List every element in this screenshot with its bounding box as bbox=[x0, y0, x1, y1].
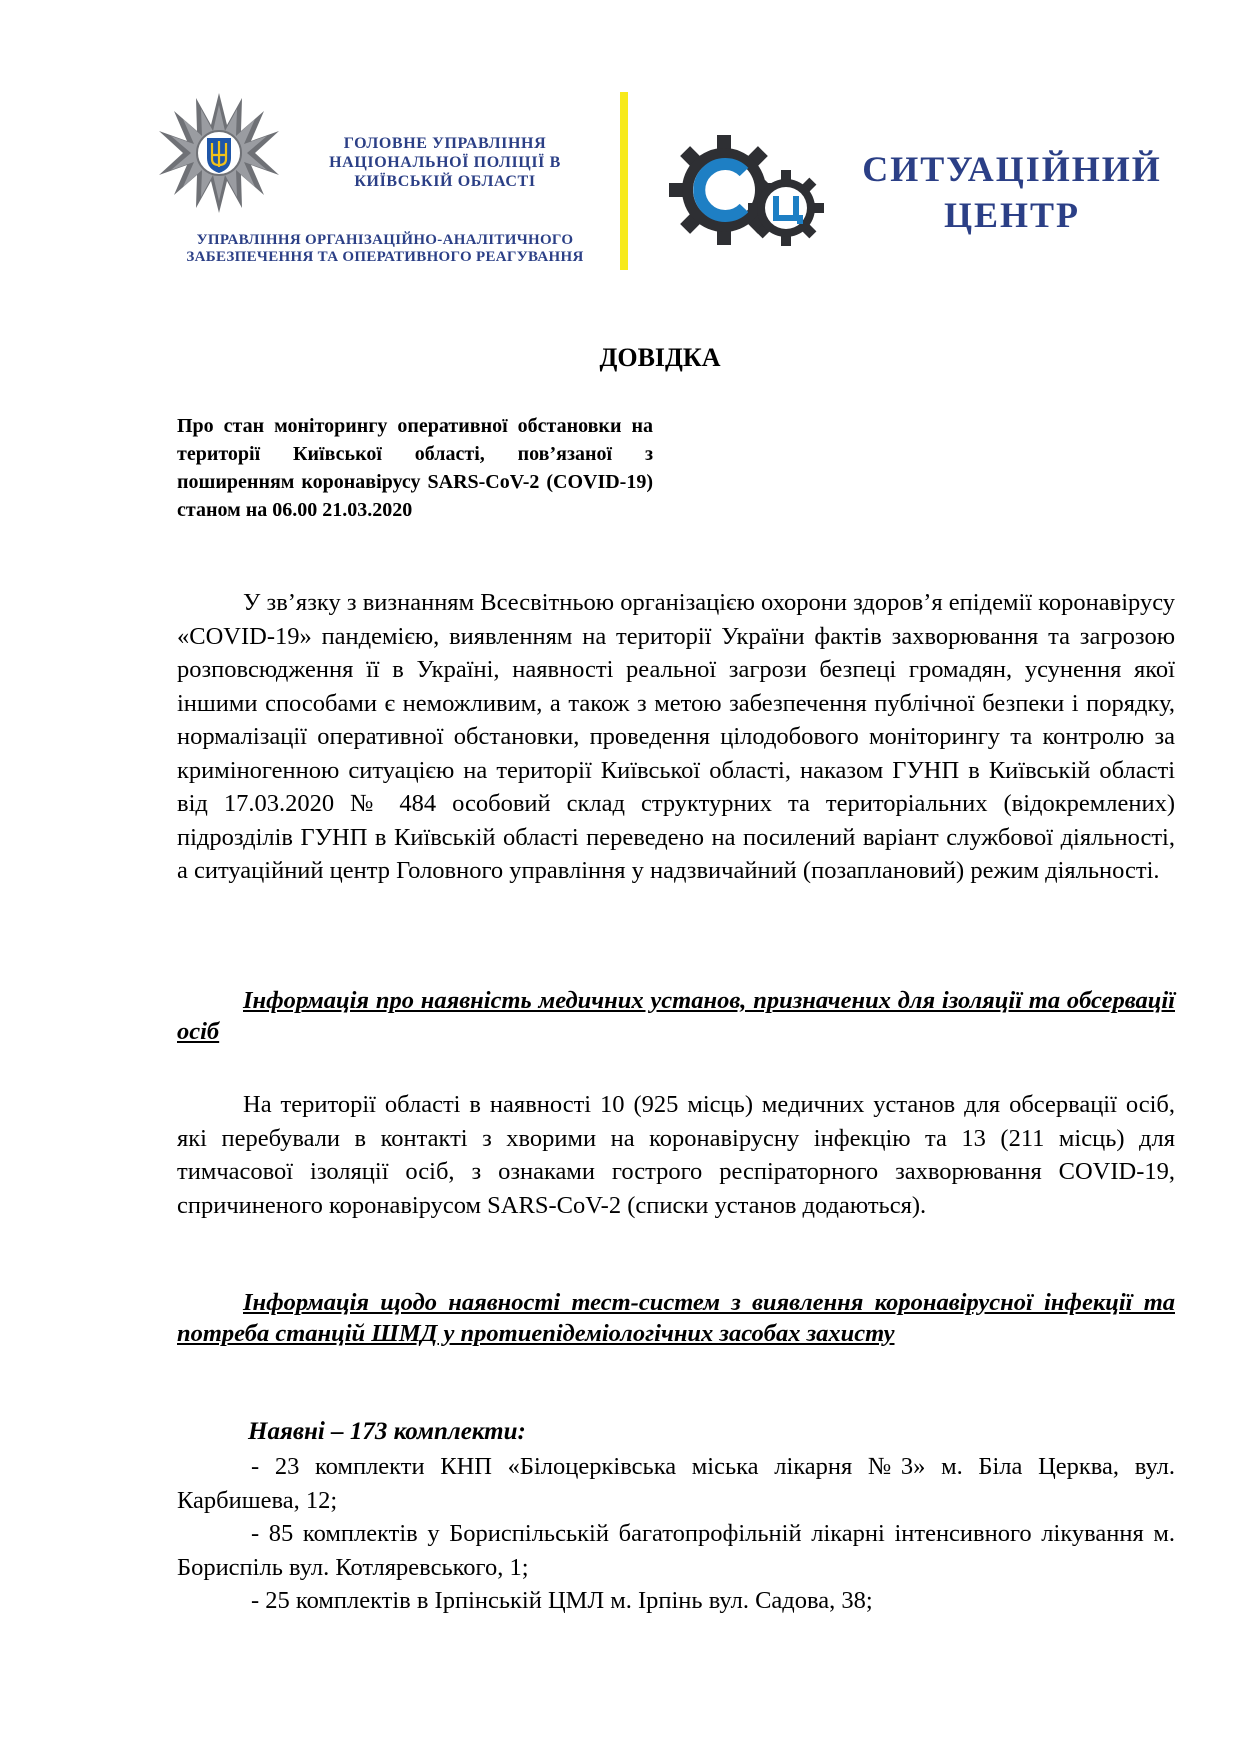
list-item: - 85 комплектів у Бориспільській багатопрофільній лікарні інтенсивного лікування м. Бориспіль вул. Котляревського, 1; bbox=[177, 1520, 1175, 1581]
section-heading-medical-facilities: Інформація про наявність медичних установ, призначених для ізоляції та обсервації осіб bbox=[177, 987, 1175, 1045]
sub-department-name: УПРАВЛІННЯ ОРГАНІЗАЦІЙНО-АНАЛІТИЧНОГО ЗАБЕЗПЕЧЕННЯ ТА ОПЕРАТИВНОГО РЕАГУВАННЯ bbox=[186, 232, 584, 265]
police-department-name: ГОЛОВНЕ УПРАВЛІННЯ НАЦІОНАЛЬНОЇ ПОЛІЦІЇ В КИЇВСЬКІЙ ОБЛАСТІ bbox=[329, 135, 561, 190]
list-item: - 23 комплекти КНП «Білоцерківська міська лікарня №3» м. Біла Церква, вул. Карбишева, 12; bbox=[177, 1453, 1175, 1514]
situational-center-gear-icon bbox=[668, 134, 826, 252]
document-subject: Про стан моніторингу оперативної обстановки на території Київської області, пов’язаної з поширенням коронавірусу SARS-CoV-2 (COVID-19) станом на 06.00 21.03.2020 bbox=[177, 415, 653, 521]
list-item: - 25 комплектів в Ірпінській ЦМЛ м. Ірпінь вул. Садова, 38; bbox=[251, 1587, 873, 1614]
medical-facilities-paragraph: На території області в наявності 10 (925 місць) медичних установ для обсервації осіб, які перебували в контакті з хворими на коронавірусну інфекцію та 13 (211 місць) для тимчасової ізоляції осіб, з ознаками гострого респіраторного захворювання COVID-19, спричиненого коронавірусом SARS-CoV-2 (списки установ додаються). bbox=[177, 1091, 1175, 1219]
document-title: ДОВІДКА bbox=[599, 343, 721, 372]
intro-paragraph: У зв’язку з визнанням Всесвітньою організацією охорони здоров’я епідемії коронавірусу «COVID-19» пандемією, виявленням на території України фактів захворювання та загрозою розповсюдження її в Україні, наявності реальної загрози безпеці громадян, усунення якої іншими способами є неможливим, а також з метою забезпечення публічної безпеки і порядку, нормалізації оперативної обстановки, проведення цілодобового моніторингу та контролю за криміногенною ситуацією на території Київської області, наказом ГУНП в Київській області від 17.03.2020 № 484 особовий склад структурних та територіальних (відокремлених) підрозділів ГУНП в Київській області переведено на посилений варіант службової діяльності, а ситуаційний центр Головного управління у надзвичайний (позаплановий) режим діяльності. bbox=[177, 589, 1175, 884]
available-kits-label: Наявні – 173 комплекти: bbox=[248, 1418, 526, 1445]
section-heading-test-systems: Інформація щодо наявності тест-систем з виявлення коронавірусної інфекції та потреба станцій ШМД у протиепідеміологічних засобах захисту bbox=[177, 1289, 1175, 1347]
situational-center-title: СИТУАЦІЙНИЙ ЦЕНТР bbox=[862, 149, 1162, 235]
header-divider bbox=[620, 92, 628, 270]
police-emblem-icon bbox=[158, 92, 280, 214]
